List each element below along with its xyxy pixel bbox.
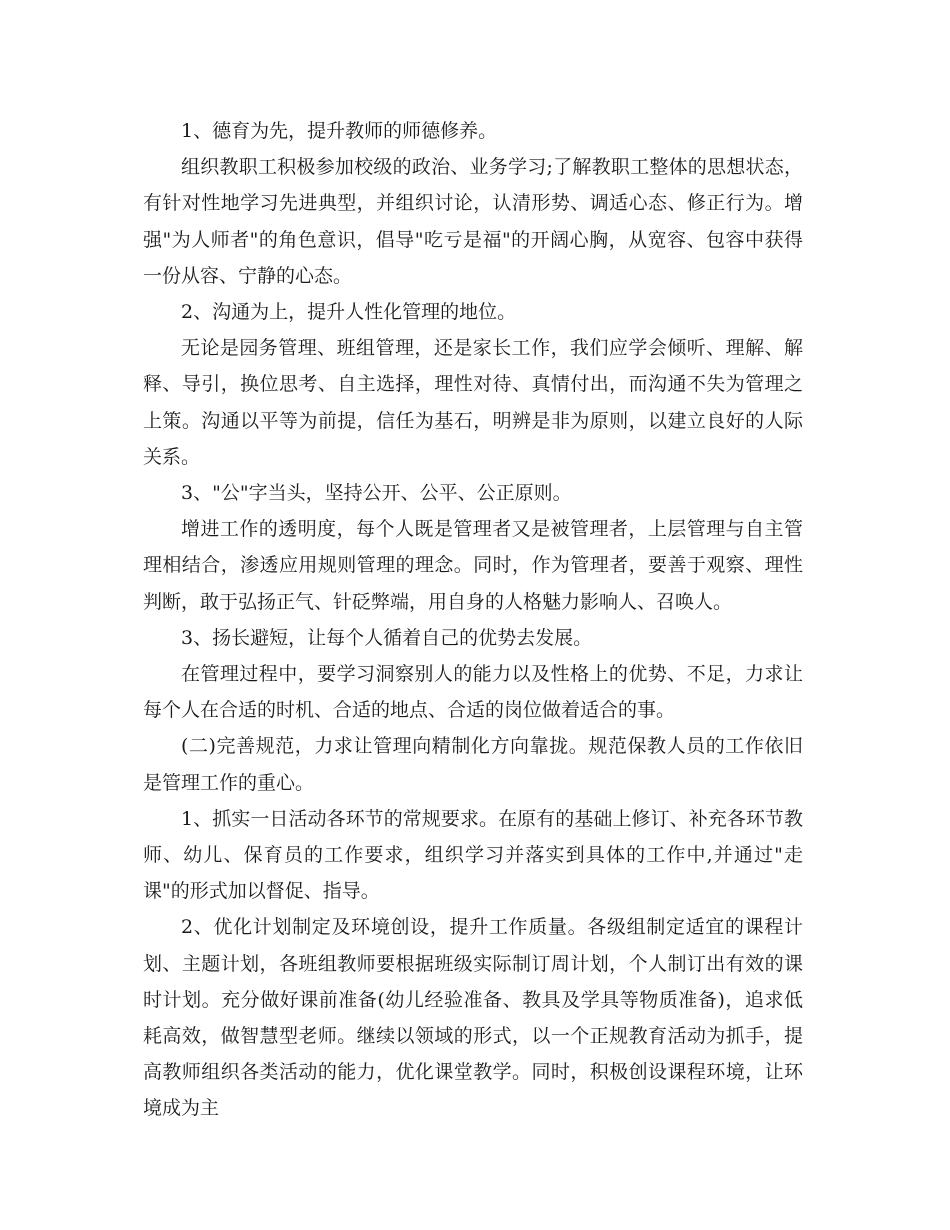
- paragraph-fairness: 增进工作的透明度，每个人既是管理者又是被管理者，上层管理与自主管理相结合，渗透应用规则管理的理念。同时，作为管理者，要善于观察、理性判断，敢于弘扬正气、针砭弊端，用自身的人格魅力影响人、召唤人。: [143, 518, 803, 613]
- heading-strengths: 3、扬长避短，让每个人循着自己的优势去发展。: [181, 626, 593, 649]
- paragraph-moral-education: 组织教职工积极参加校级的政治、业务学习;了解教职工整体的思想状态，有针对性地学习先进典型，并组织讨论，认清形势、调适心态、修正行为。增强"为人师者"的角色意识，倡导"吃亏是福"的开阔心胸，从宽容、包容中获得一份从容、宁静的心态。: [143, 156, 803, 287]
- section-standards: (二)完善规范，力求让管理向精制化方向靠拢。规范保教人员的工作依旧是管理工作的重心。: [143, 735, 803, 794]
- paragraph-strengths: 在管理过程中，要学习洞察别人的能力以及性格上的优势、不足，力求让每个人在合适的时机、合适的地点、合适的岗位做着适合的事。: [143, 663, 803, 722]
- paragraph-planning: 2、优化计划制定及环境创设，提升工作质量。各级组制定适宜的课程计划、主题计划，各班组教师要根据班级实际制订周计划，个人制订出有效的课时计划。充分做好课前准备(幼儿经验准备、教具及学具等物质准备)，追求低耗高效，做智慧型老师。继续以领域的形式，以一个正规教育活动为抓手，提高教师组织各类活动的能力，优化课堂教学。同时，积极创设课程环境，让环境成为主: [143, 916, 803, 1120]
- paragraph-communication: 无论是园务管理、班组管理，还是家长工作，我们应学会倾听、理解、解释、导引，换位思考、自主选择，理性对待、真情付出，而沟通不失为管理之上策。沟通以平等为前提，信任为基石，明辨是非为原则，以建立良好的人际关系。: [143, 337, 803, 468]
- heading-fairness: 3、"公"字当头，坚持公开、公平、公正原则。: [181, 482, 572, 505]
- heading-moral-education: 1、德育为先，提升教师的师德修养。: [181, 120, 498, 142]
- paragraph-daily-routine: 1、抓实一日活动各环节的常规要求。在原有的基础上修订、补充各环节教师、幼儿、保育员的工作要求，组织学习并落实到具体的工作中,并通过"走课"的形式加以督促、指导。: [143, 807, 803, 903]
- document-body: [143, 113, 803, 1127]
- heading-communication: 2、沟通为上，提升人性化管理的地位。: [181, 301, 517, 324]
